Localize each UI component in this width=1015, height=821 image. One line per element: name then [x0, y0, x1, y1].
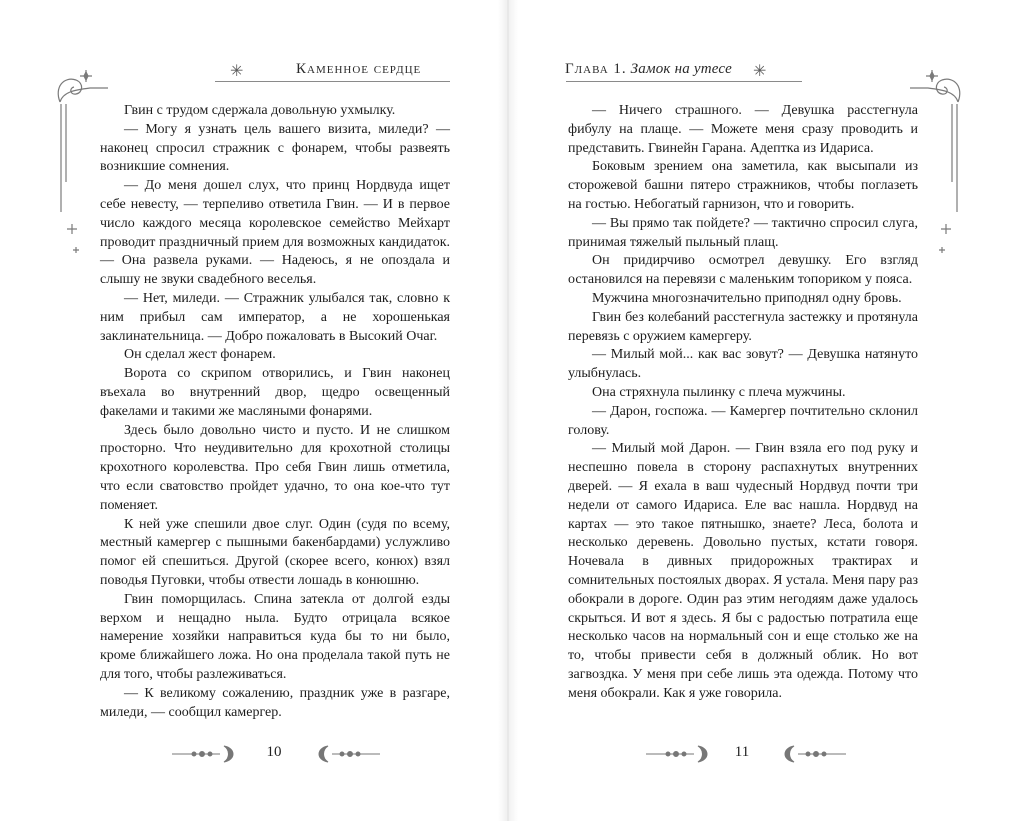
paragraph: — Милый мой Дарон. — Гвин взяла его под руку и неспешно повела в сторону распахнутых внутренних дверей. — Я ехала в ваш чудесный Нордвуд почти три недели от самого Идариса. Еле вас нашла. Нордвуд на картах — это такое пятнышко, знаете? Леса, болота и несколько деревень. Довольно пустых, кстати говоря. Ночевала в дивных придорожных трактирах и сомнительных постоялых дворах. Я устала. Меня пару раз обокрали в дороге. Один раз этим негодяям даже удалось скрыться. И вот я здесь. Я бы с радостью потратила еще несколько часов на нормальный сон и еще столько же на то, чтобы привести себя в должный облик. Но вот загвоздка. У меня при себе лишь эта одежда. Потому что меня обокрали. Как я уже говорила.: [568, 441, 918, 701]
paragraph: — Ничего страшного. — Девушка расстегнула фибулу на плаще. — Можете меня сразу проводить и представить. Гвинейн Гарана. Адептка из Идариса.: [568, 103, 918, 156]
page-number: 11: [734, 744, 750, 760]
paragraph: К ней уже спешили двое слуг. Один (судя по всему, местный камергер с пышными бакенбардами) услужливо помог ей спешиться. Другой (скорее всего, конюх) взял поводья Пуговки, чтобы отвести лошадь в конюшню.: [100, 516, 450, 588]
running-head: [296, 61, 421, 78]
paragraph: Боковым зрением она заметила, как высыпали из сторожевой башни пятеро стражников, чтобы поглазеть на гостью. Небогатый гарнизон, что и говорить.: [568, 159, 918, 212]
header-rule: [215, 81, 450, 82]
paragraph: Он сделал жест фонарем.: [124, 347, 276, 363]
folio-ornament-left-icon: [172, 745, 242, 763]
chapter-label: Глава 1.: [565, 61, 627, 77]
paragraph: Она стряхнула пылинку с плеча мужчины.: [592, 384, 846, 400]
header-star-icon: ✳: [230, 61, 244, 80]
left-body-text: [100, 102, 450, 722]
paragraph: — Могу я узнать цель вашего визита, миледи? — наконец спросил стражник с фонарем, чтобы развеять возникшие сомнения.: [100, 121, 450, 175]
right-body-text: [568, 102, 918, 704]
book-gutter: [498, 0, 518, 821]
paragraph: Он придирчиво осмотрел девушку. Его взгляд остановился на перевязи с маленьким топориком у пояса.: [568, 253, 918, 288]
chapter-title: Замок на утесе: [630, 61, 732, 77]
right-page: [508, 0, 1015, 821]
paragraph: — Милый мой... как вас зовут? — Девушка натянуто улыбнулась.: [568, 347, 918, 382]
paragraph: — Нет, миледи. — Стражник улыбался так, словно к ним прибыл сам император, а не хорошенькая заклинательница. — Добро пожаловать в Высокий Очаг.: [100, 290, 450, 344]
left-page: [0, 0, 507, 821]
page-number: 10: [266, 744, 282, 760]
paragraph: Ворота со скрипом отворились, и Гвин наконец въехала во внутренний двор, щедро освещенный факелами и такими же масляными фонарями.: [100, 366, 450, 419]
header-rule: [566, 81, 802, 82]
running-head: [565, 61, 732, 78]
paragraph: — Вы прямо так пойдете? — тактично спросил слуга, принимая тяжелый пыльный плащ.: [568, 215, 918, 250]
book-title: Каменное сердце: [296, 61, 422, 77]
folio-ornament-right-icon: [776, 745, 846, 763]
paragraph: — Дарон, госпожа. — Камергер почтительно склонил голову.: [568, 403, 918, 438]
paragraph: Гвин поморщилась. Спина затекла от долгой езды верхом и нещадно ныла. Будто отрицала всякое намерение хозяйки направиться куда бы то ни было, кроме ближайшего ложа. Но она проделала такой путь не для того, чтобы разлеживаться.: [100, 591, 450, 682]
paragraph: Здесь было довольно чисто и пусто. И не слишком просторно. Что неудивительно для крохотной столицы крохотного королевства. Про себя Гвин лишь отметила, что если сватовство пройдет удачно, то она кое-что тут поменяет.: [100, 422, 450, 513]
paragraph: Гвин с трудом сдержала довольную ухмылку.: [124, 103, 396, 118]
paragraph: Мужчина многозначительно приподнял одну бровь.: [592, 290, 902, 306]
paragraph: — До меня дошел слух, что принц Нордвуда ищет себе невесту, — терпеливо ответила Гвин. — И в первое число каждого месяца королевское семейство Мейхарт проводит праздничный прием для возможных кандидаток. — Она развела руками. — Надеюсь, я не опоздала и слышу не звуки свадебного веселья.: [100, 178, 450, 288]
paragraph: Гвин без колебаний расстегнула застежку и протянула перевязь с оружием камергеру.: [568, 309, 918, 344]
folio-ornament-left-icon: [646, 745, 716, 763]
header-star-icon: ✳: [753, 61, 767, 80]
folio-ornament-right-icon: [310, 745, 380, 763]
paragraph: — К великому сожалению, праздник уже в разгаре, миледи, — сообщил камергер.: [100, 685, 450, 720]
